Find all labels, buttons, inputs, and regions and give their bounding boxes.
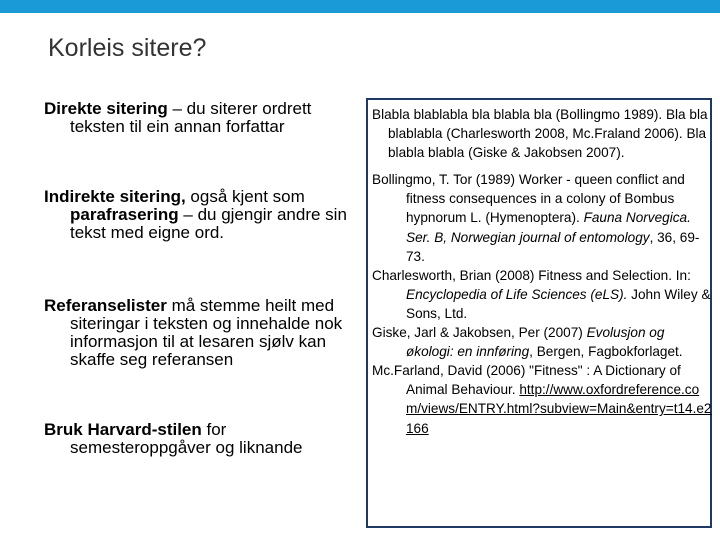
reference-tail: , 36, 69-73. xyxy=(406,229,700,264)
reference-tail: , Bergen, Fagbokforlaget. xyxy=(529,344,683,360)
reference-charlesworth xyxy=(372,266,712,323)
reference-bollingmo xyxy=(372,170,712,265)
reference-text: Giske, Jarl & Jakobsen, Per (2007) xyxy=(372,325,587,341)
bullet-text: for semesteroppgåver og liknande xyxy=(70,420,303,457)
citation-example: Blabla blablabla bla blabla bla (Bollingmo 1989). Bla bla blablabla (Charlesworth 2008, Mc.Fraland 2006). Bla blabla blabla (Giske & Jakobsen 2007). xyxy=(372,107,708,161)
reference-mcfarland xyxy=(372,361,712,437)
bullet-term: Bruk Harvard-stilen xyxy=(44,420,202,439)
bullet-text: – du siterer ordrett teksten til ein annan forfattar xyxy=(70,99,312,136)
reference-tail: John Wiley & Sons, Ltd. xyxy=(406,286,711,321)
bullet-term-2: parafrasering xyxy=(70,205,179,224)
bullet-referanselister xyxy=(44,297,360,369)
reference-text: Charlesworth, Brian (2008) Fitness and Selection. In: xyxy=(372,267,691,283)
bullet-term: Direkte sitering xyxy=(44,99,168,118)
reference-source: Evolusjon og økologi: en innføring xyxy=(406,325,665,360)
bullet-direkte-sitering xyxy=(44,100,360,136)
top-accent-bar xyxy=(0,0,720,13)
bullet-text: også kjent som xyxy=(185,187,305,206)
bullet-text: må stemme heilt med siteringar i teksten og innehalde nok informasjon til at lesaren sjølv kan skaffe seg referansen xyxy=(70,296,343,369)
bullet-text: – du gjengir andre sin tekst med eigne ord. xyxy=(70,205,347,242)
reference-source: Encyclopedia of Life Sciences (eLS). xyxy=(406,286,628,302)
reference-source: Fauna Norvegica. Ser. B, Norwegian journal of entomology xyxy=(406,210,691,245)
bullet-term: Indirekte sitering, xyxy=(44,187,186,206)
reference-list xyxy=(372,105,712,438)
bullet-harvard xyxy=(44,421,360,457)
bullet-indirekte-sitering xyxy=(44,188,360,242)
slide-title: Korleis sitere? xyxy=(48,34,207,62)
reference-link[interactable]: http://www.oxfordreference.com/views/ENTRY.html?subview=Main&entry=t14.e2166 xyxy=(406,382,712,436)
reference-giske xyxy=(372,323,712,361)
bullet-term: Referanselister xyxy=(44,296,167,315)
reference-text: Mc.Farland, David (2006) "Fitness" : A Dictionary of Animal Behaviour. xyxy=(372,363,681,398)
reference-text: Bollingmo, T. Tor (1989) Worker - queen conflict and fitness consequences in a colony of Bombus hypnorum L. (Hymenoptera). xyxy=(372,172,685,226)
